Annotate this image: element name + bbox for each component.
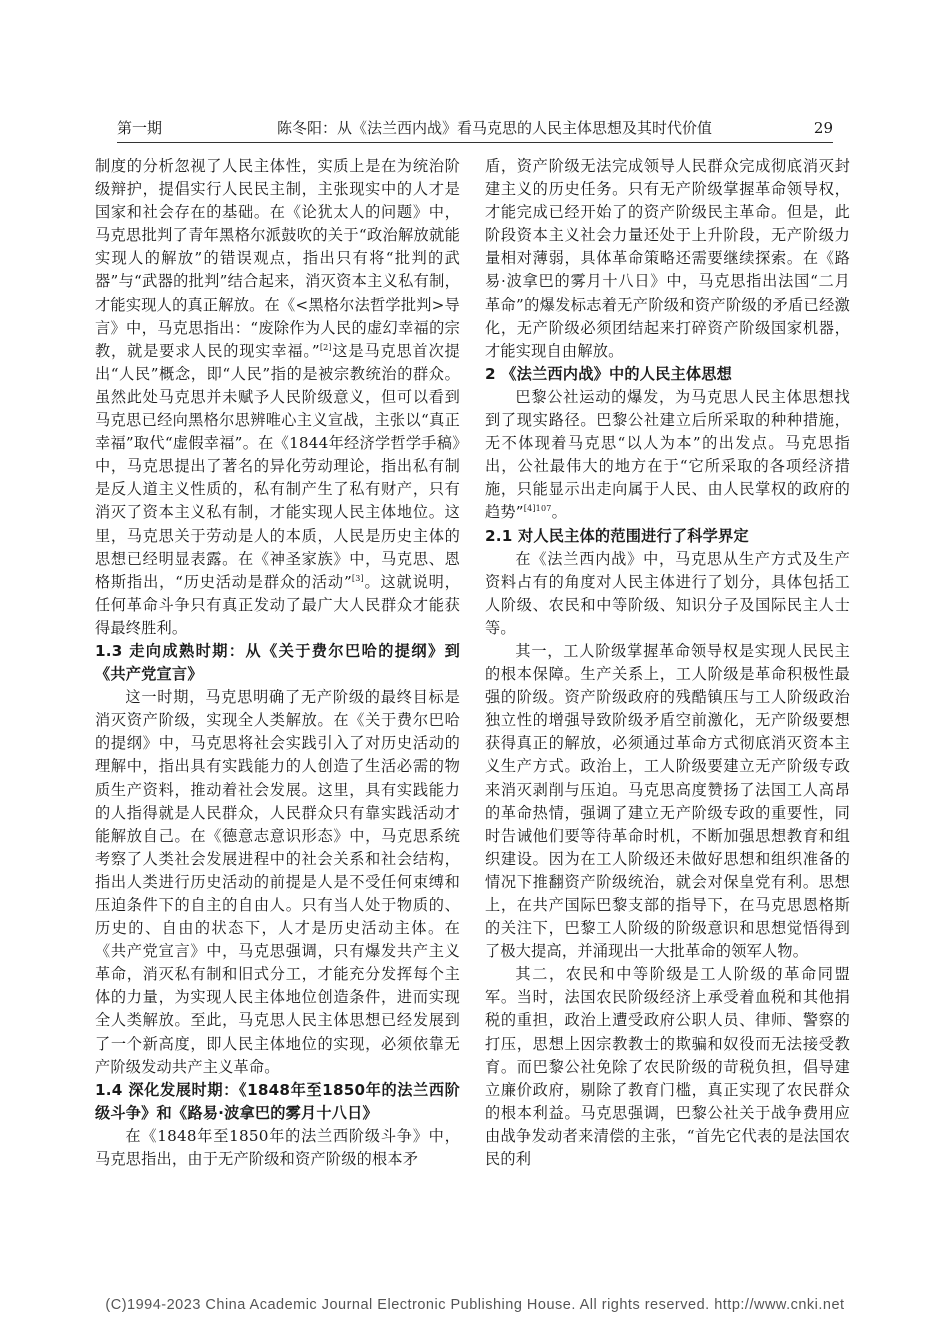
citation-ref[interactable]: [3] bbox=[351, 573, 364, 583]
paragraph: 其一，工人阶级掌握革命领导权是实现人民民主的根本保障。生产关系上，工人阶级是革命积极性最强的阶级。资产阶级政府的残酷镇压与工人阶级政治独立性的增强导致阶级矛盾空前激化，无产阶级要想获得真正的解放，必须通过革命方式彻底消灭资本主义生产方式。政治上，工人阶级要建立无产阶级专政来消灭剥削与压迫。马克思高度赞扬了法国工人高昂的革命热情，强调了建立无产阶级专政的重要性，同时告诫他们要等待革命时机，不断加强思想教育和组织建设。因为在工人阶级还未做好思想和组织准备的情况下推翻资产阶级统治，就会对保皇党有利。思想上，在共产国际巴黎支部的指导下，在马克思恩格斯的关注下，巴黎工人阶级的阶级意识和思想觉悟得到了极大提高，并涌现出一大批革命的领军人物。 bbox=[485, 641, 850, 961]
section-heading-2-1: 2.1 对人民主体的范围进行了科学界定 bbox=[485, 526, 749, 545]
section-heading-2: 2 《法兰西内战》中的人民主体思想 bbox=[485, 364, 733, 383]
page-number: 29 bbox=[813, 119, 833, 137]
paragraph: 这一时期，马克思明确了无产阶级的最终目标是消灭资产阶级，实现全人类解放。在《关于费尔巴哈的提纲》中，马克思将社会实践引入了对历史活动的理解中，指出具有实践能力的人创造了生活必需的物质生产资料，推动着社会发展。这里，具有实践能力的人指得就是人民群众，人民群众只有靠实践活动才能解放自己。在《德意志意识形态》中，马克思系统考察了人类社会发展进程中的社会关系和社会结构，指出人类进行历史活动的前提是人是不受任何束缚和压迫条件下的自主的自由人。只有当人处于物质的、历史的、自由的状态下，人才是历史活动主体。在《共产党宣言》中，马克思强调，只有爆发共产主义革命，消灭私有制和旧式分工，才能充分发挥每个主体的力量，为实现人民主体地位创造条件，进而实现全人类解放。至此，马克思人民主体思想已经发展到了一个新高度，即人民主体地位的实现，必须依靠无产阶级发动共产主义革命。 bbox=[95, 688, 460, 1076]
copyright-footer: (C)1994-2023 China Academic Journal Electronic Publishing House. All rights reserved. http://www.cnki.net bbox=[105, 1297, 845, 1313]
paragraph: 在《1848年至1850年的法兰西阶级斗争》中，马克思指出，由于无产阶级和资产阶级的根本矛 bbox=[95, 1126, 460, 1169]
journal-issue: 第一期 bbox=[117, 119, 163, 137]
section-heading-1-3: 1.3 走向成熟时期：从《关于费尔巴哈的提纲》到《共产党宣言》 bbox=[95, 641, 460, 684]
paragraph: 制度的分析忽视了人民主体性，实质上是在为统治阶级辩护，提倡实行人民民主制，主张现实中的人才是国家和社会存在的基础。在《论犹太人的问题》中，马克思批判了青年黑格尔派鼓吹的关于“政治解放就能实现人的解放”的错误观点，指出只有将“批判的武器”与“武器的批判”结合起来，消灭资本主义私有制，才能实现人的真正解放。在《<黑格尔法哲学批判>导言》中，马克思指出：“废除作为人民的虚幻幸福的宗教，就是要求人民的现实幸福。”[2]这是马克思首次提出“人民”概念，即“人民”指的是被宗教统治的群众。虽然此处马克思并未赋予人民阶级意义，但可以看到马克思已经向黑格尔思辨唯心主义宣战，主张以“真正幸福”取代“虚假幸福”。在《1844年经济学哲学手稿》中，马克思提出了著名的异化劳动理论，指出私有制是反人道主义性质的，私有制产生了私有财产，只有消灭了资本主义私有制，才能实现人民主体地位。这里，马克思关于劳动是人的本质，人民是历史主体的思想已经明显表露。在《神圣家族》中，马克思、恩格斯指出，“历史活动是群众的活动”[3]。这就说明，任何革命斗争只有真正发动了最广大人民群众才能获得最终胜利。 bbox=[95, 157, 460, 637]
citation-ref[interactable]: [4]107 bbox=[523, 504, 552, 514]
section-heading-1-4: 1.4 深化发展时期：《1848年至1850年的法兰西阶级斗争》和《路易·波拿巴的雾月十八日》 bbox=[95, 1080, 460, 1122]
paragraph: 巴黎公社运动的爆发，为马克思人民主体思想找到了现实路径。巴黎公社建立后所采取的种种措施，无不体现着马克思“以人为本”的出发点。马克思指出，公社最伟大的地方在于“它所采取的各项经济措施，只能显示出走向属于人民、由人民掌权的政府的趋势”$^{[4]107}$。 bbox=[485, 387, 850, 522]
running-header bbox=[117, 118, 833, 143]
right-column bbox=[485, 155, 850, 1295]
paragraph: 在《法兰西内战》中，马克思从生产方式及生产资料占有的角度对人民主体进行了划分，具体包括工人阶级、农民和中等阶级、知识分子及国际民主人士等。 bbox=[485, 549, 850, 637]
paragraph: 其二，农民和中等阶级是工人阶级的革命同盟军。当时，法国农民阶级经济上承受着血税和其他捐税的重担，政治上遭受政府公职人员、律师、警察的打压，思想上因宗教教士的欺骗和奴役而无法接受教育。而巴黎公社免除了农民阶级的苛税负担，倡导建立廉价政府，剔除了教育门槛，真正实现了农民群众的根本利益。马克思强调，巴黎公社关于战争费用应由战争发动者来清偿的主张，“首先它代表的是法国农民的利 bbox=[485, 965, 850, 1169]
paragraph: 盾，资产阶级无法完成领导人民群众完成彻底消灭封建主义的历史任务。只有无产阶级掌握革命领导权，才能完成已经开始了的资产阶级民主革命。但是，此阶段资本主义社会力量还处于上升阶段，无产阶级力量相对薄弱，具体革命策略还需要继续探索。在《路易·波拿巴的雾月十八日》中，马克思指出法国“二月革命”的爆发标志着无产阶级和资产阶级的矛盾已经激化，无产阶级必须团结起来打碎资产阶级国家机器，才能实现自由解放。 bbox=[485, 157, 850, 360]
citation-ref[interactable]: [2] bbox=[319, 342, 332, 352]
left-column bbox=[95, 155, 460, 1295]
article-title: 陈冬阳：从《法兰西内战》看马克思的人民主体思想及其时代价值 bbox=[277, 119, 713, 137]
